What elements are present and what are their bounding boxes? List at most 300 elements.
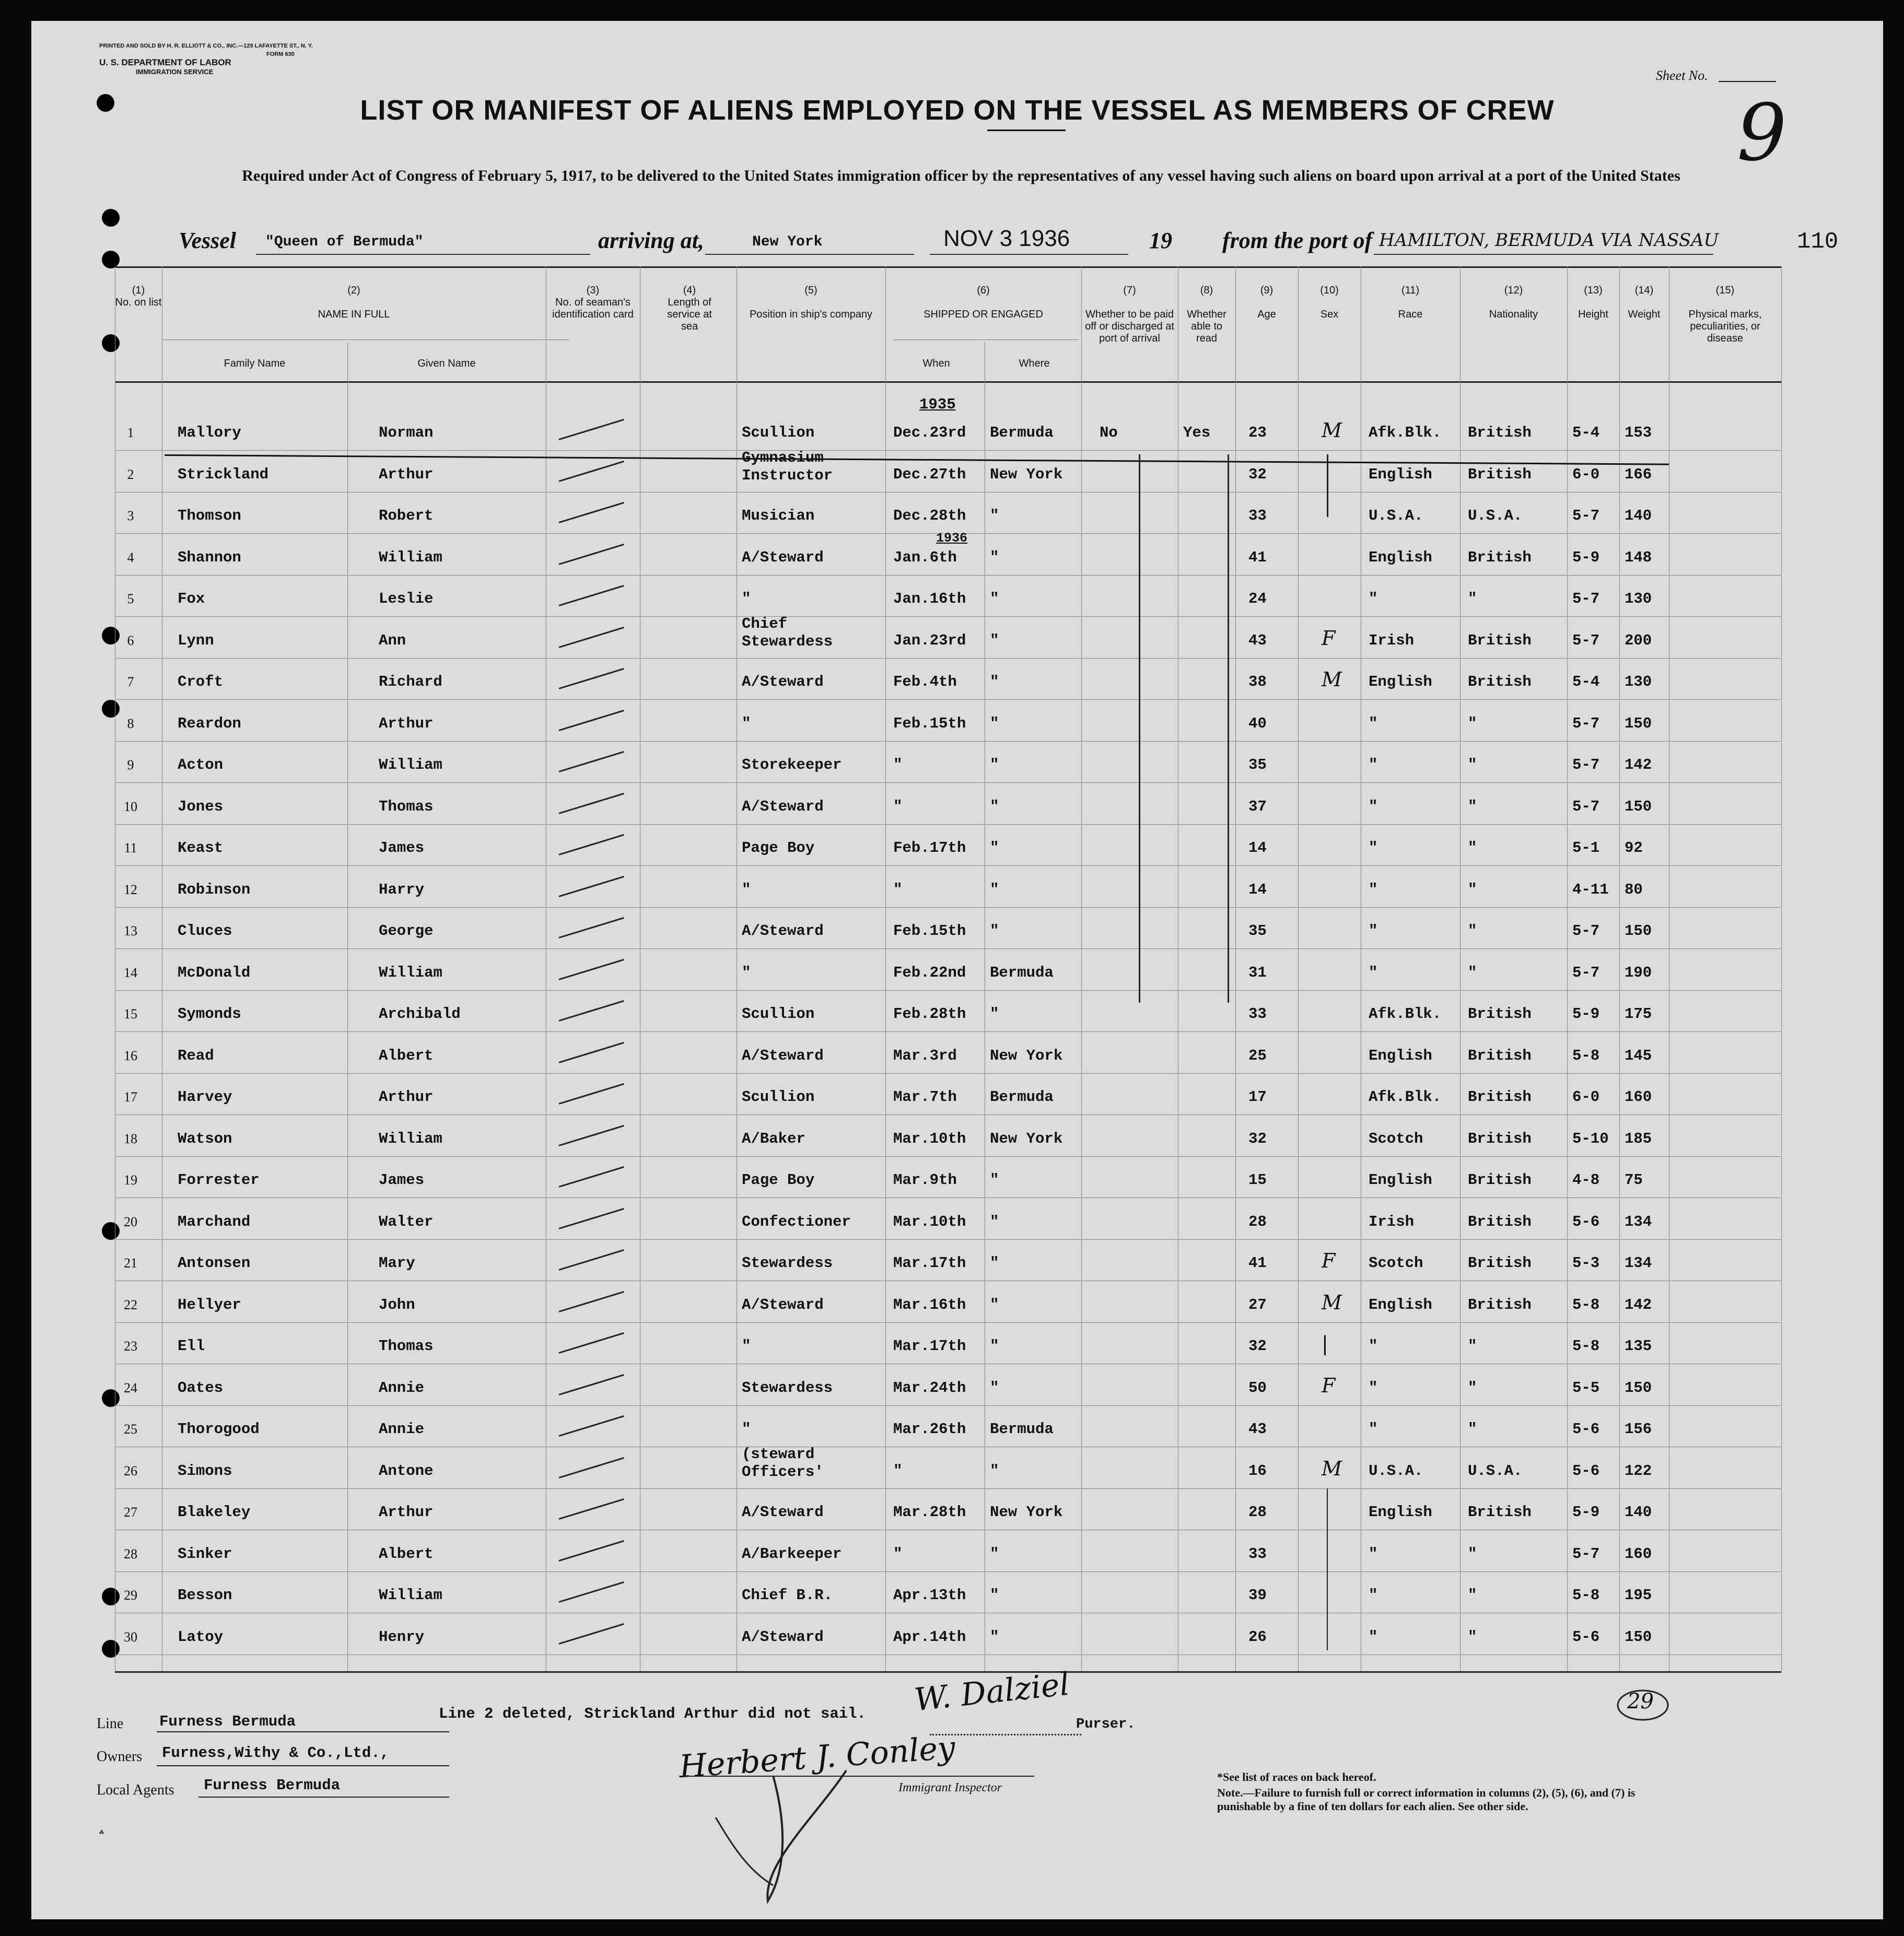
row-15-height: 5-9 <box>1572 1005 1600 1023</box>
row-15-weight: 175 <box>1625 1005 1652 1023</box>
col9-label: Age <box>1257 309 1276 320</box>
row-10-family-name: Jones <box>178 797 224 815</box>
line-rule <box>157 1731 449 1732</box>
row-30-row-number: 30 <box>124 1629 137 1645</box>
row-11-shipped-when: Feb.17th <box>893 839 966 856</box>
page-number: 110 <box>1797 229 1839 255</box>
row-18-nationality: British <box>1468 1130 1532 1147</box>
row-4-position: A/Steward <box>742 548 824 566</box>
row-26-height: 5-6 <box>1572 1462 1600 1480</box>
row-18-position: A/Baker <box>742 1130 805 1147</box>
col3-header <box>548 285 637 321</box>
row-16-age: 25 <box>1248 1047 1267 1064</box>
row-5-age: 24 <box>1248 590 1267 607</box>
row-24-position: Stewardess <box>742 1379 833 1397</box>
row-24-race: " <box>1369 1379 1378 1397</box>
row-30-family-name: Latoy <box>178 1628 224 1646</box>
row-25-family-name: Thorogood <box>178 1421 260 1438</box>
row-28-weight: 160 <box>1625 1545 1652 1563</box>
row-13-family-name: Cluces <box>178 922 232 940</box>
row-28-family-name: Sinker <box>178 1545 232 1563</box>
row-15-row-number: 15 <box>124 1006 137 1022</box>
row-9-height: 5-7 <box>1572 756 1600 773</box>
col-rule <box>1619 266 1620 1671</box>
line-value: Furness Bermuda <box>159 1713 296 1730</box>
col8-num: (8) <box>1200 285 1213 296</box>
col8-label: Whether able to read <box>1187 309 1226 344</box>
col-rule <box>1460 266 1461 1671</box>
row-13-height: 5-7 <box>1572 922 1600 940</box>
row-8-weight: 150 <box>1625 714 1652 732</box>
row-rule <box>115 1239 1781 1240</box>
row-1-family-name: Mallory <box>178 424 241 441</box>
row-29-shipped-where: " <box>990 1587 999 1604</box>
row-16-family-name: Read <box>178 1047 214 1064</box>
row-17-shipped-where: Bermuda <box>990 1088 1054 1106</box>
row-13-position: A/Steward <box>742 922 824 940</box>
row-8-family-name: Reardon <box>178 714 241 732</box>
col2-label: NAME IN FULL <box>318 309 390 320</box>
row-19-height: 4-8 <box>1572 1171 1600 1189</box>
row-9-weight: 142 <box>1625 756 1652 773</box>
row-10-shipped-where: " <box>990 797 999 815</box>
line-label: Line <box>97 1716 124 1732</box>
row-rule <box>115 1488 1781 1489</box>
row-13-nationality: " <box>1468 922 1477 940</box>
row-9-nationality: " <box>1468 756 1477 773</box>
row-rule <box>115 575 1781 576</box>
row-16-nationality: British <box>1468 1047 1532 1064</box>
row-20-row-number: 20 <box>124 1214 137 1229</box>
col8-header <box>1181 285 1233 345</box>
year-label: 19 <box>1149 228 1172 253</box>
row-21-race: Scotch <box>1369 1254 1423 1272</box>
row-3-id-card-tick <box>559 502 624 523</box>
row-5-nationality: " <box>1468 590 1477 607</box>
row-1-paid-off: No <box>1100 424 1118 441</box>
row-16-row-number: 16 <box>124 1048 137 1063</box>
col6-label: SHIPPED OR ENGAGED <box>924 309 1043 320</box>
name-subheader-rule <box>162 339 569 340</box>
row-25-race: " <box>1369 1421 1378 1438</box>
row-rule <box>115 824 1781 825</box>
col1-header <box>115 285 162 309</box>
row-8-shipped-where: " <box>990 714 999 732</box>
row-6-id-card-tick <box>559 627 624 648</box>
row-28-position: A/Barkeeper <box>742 1545 842 1563</box>
row-17-height: 6-0 <box>1572 1088 1600 1106</box>
sheet-number: 9 <box>1737 88 1787 179</box>
row-4-shipped-where: " <box>990 548 999 566</box>
row-1-row-number: 1 <box>127 425 134 440</box>
sheet-no-line <box>1719 81 1776 82</box>
row-6-shipped-when: Jan.23rd <box>893 631 966 649</box>
manifest-sheet <box>31 21 1883 1919</box>
row-6-nationality: British <box>1468 631 1532 649</box>
row-26-position: (steward Officers' <box>742 1445 824 1481</box>
col-rule <box>1235 266 1236 1671</box>
col-rule <box>1081 266 1082 1671</box>
row-8-id-card-tick <box>559 710 624 731</box>
row-16-height: 5-8 <box>1572 1047 1600 1064</box>
row-5-race: " <box>1369 590 1378 607</box>
row-6-family-name: Lynn <box>178 631 214 649</box>
row-6-position: Chief Stewardess <box>742 615 833 650</box>
row-22-race: English <box>1369 1296 1432 1313</box>
row-20-weight: 134 <box>1625 1213 1652 1230</box>
row-28-age: 33 <box>1248 1545 1267 1563</box>
row-7-shipped-where: " <box>990 673 999 690</box>
col6-header <box>888 285 1079 321</box>
row-rule <box>115 1031 1781 1032</box>
row-6-shipped-where: " <box>990 631 999 649</box>
purser-signature: W. Dalziel <box>913 1665 1071 1719</box>
row-21-sex: F <box>1322 1249 1336 1272</box>
row-21-shipped-when: Mar.17th <box>893 1254 966 1272</box>
row-27-race: English <box>1369 1504 1432 1521</box>
row-7-weight: 130 <box>1625 673 1652 690</box>
row-7-age: 38 <box>1248 673 1267 690</box>
row-18-height: 5-10 <box>1572 1130 1609 1147</box>
row-26-sex: M <box>1322 1457 1342 1480</box>
row-23-nationality: " <box>1468 1337 1477 1355</box>
row-8-height: 5-7 <box>1572 714 1600 732</box>
purser-label: Purser. <box>1076 1717 1136 1732</box>
row-20-given-name: Walter <box>379 1213 434 1230</box>
row-8-shipped-when: Feb.15th <box>893 714 966 732</box>
row-12-id-card-tick <box>559 876 624 897</box>
row-25-id-card-tick <box>559 1415 624 1437</box>
row-4-nationality: British <box>1468 548 1532 566</box>
row-22-shipped-where: " <box>990 1296 999 1313</box>
row-2-strike-line <box>165 454 1669 465</box>
row-14-height: 5-7 <box>1572 964 1600 981</box>
row-2-height: 6-0 <box>1572 465 1600 483</box>
row-3-age: 33 <box>1248 507 1267 524</box>
row-23-weight: 135 <box>1625 1337 1652 1355</box>
row-6-age: 43 <box>1248 631 1267 649</box>
row-17-row-number: 17 <box>124 1089 137 1105</box>
row-21-given-name: Mary <box>379 1254 415 1272</box>
row-7-height: 5-4 <box>1572 673 1600 690</box>
row-11-given-name: James <box>379 839 425 856</box>
vessel-line <box>256 254 590 255</box>
row-29-age: 39 <box>1248 1587 1267 1604</box>
row-29-position: Chief B.R. <box>742 1587 833 1604</box>
count-circle <box>1614 1687 1672 1723</box>
col-rule <box>347 342 348 1671</box>
row-13-weight: 150 <box>1625 922 1652 940</box>
row-25-shipped-when: Mar.26th <box>893 1421 966 1438</box>
row-27-position: A/Steward <box>742 1504 824 1521</box>
row-30-weight: 150 <box>1625 1628 1652 1646</box>
row-15-given-name: Archibald <box>379 1005 461 1023</box>
races-footnote: *See list of races on back hereof. <box>1217 1770 1376 1784</box>
row-2-shipped-where: New York <box>990 465 1063 483</box>
col4-label: Length of service at sea <box>667 297 712 332</box>
row-19-row-number: 19 <box>124 1172 137 1188</box>
row-18-id-card-tick <box>559 1125 624 1146</box>
row-13-given-name: George <box>379 922 434 940</box>
from-port: HAMILTON, BERMUDA VIA NASSAU <box>1379 230 1719 251</box>
row-11-row-number: 11 <box>124 840 137 855</box>
row-15-age: 33 <box>1248 1005 1267 1023</box>
col-rule <box>1567 266 1568 1671</box>
row-6-sex: F <box>1322 626 1336 650</box>
row-24-id-card-tick <box>559 1374 624 1395</box>
row-5-height: 5-7 <box>1572 590 1600 607</box>
row-1-age: 23 <box>1248 424 1267 441</box>
row-4-id-card-tick <box>559 544 624 565</box>
row-20-position: Confectioner <box>742 1213 851 1230</box>
row-4-row-number: 4 <box>127 549 134 565</box>
row-7-sex: M <box>1322 668 1342 691</box>
row-11-shipped-where: " <box>990 839 999 856</box>
row-26-shipped-where: " <box>990 1462 999 1480</box>
row-rule <box>115 1114 1781 1115</box>
row-29-given-name: William <box>379 1587 442 1604</box>
row-8-given-name: Arthur <box>379 714 434 732</box>
row-7-given-name: Richard <box>379 673 442 690</box>
col4-num: (4) <box>683 285 696 296</box>
row-15-id-card-tick <box>559 1000 624 1022</box>
col2-header <box>162 285 546 321</box>
row-10-position: A/Steward <box>742 797 824 815</box>
row-4-shipped-when: Jan.6th <box>893 548 957 566</box>
row-4-given-name: William <box>379 548 442 566</box>
family-name-header: Family Name <box>224 358 286 369</box>
vessel-name: "Queen of Bermuda" <box>265 234 424 250</box>
row-6-given-name: Ann <box>379 631 406 649</box>
col1-num: (1) <box>132 285 145 296</box>
row-29-row-number: 29 <box>124 1588 137 1603</box>
agents-value: Furness Bermuda <box>204 1777 341 1794</box>
row-13-id-card-tick <box>559 917 624 938</box>
row-24-weight: 150 <box>1625 1379 1652 1397</box>
when-header: When <box>922 358 950 369</box>
row-10-age: 37 <box>1248 797 1267 815</box>
row-10-race: " <box>1369 797 1378 815</box>
col7-header <box>1084 285 1175 345</box>
table-bottom-rule <box>115 1671 1781 1673</box>
row-28-shipped-where: " <box>990 1545 999 1563</box>
row-12-given-name: Harry <box>379 881 425 898</box>
row-12-nationality: " <box>1468 881 1477 898</box>
row-29-weight: 195 <box>1625 1587 1652 1604</box>
penalty-note: Note.—Failure to furnish full or correct information in columns (2), (5), (6), and (7) is punishable by a fine of ten dollars for each alien. See other side. <box>1217 1786 1636 1813</box>
row-6-weight: 200 <box>1625 631 1652 649</box>
row-12-height: 4-11 <box>1572 881 1609 898</box>
row-7-family-name: Croft <box>178 673 224 690</box>
row-3-nationality: U.S.A. <box>1468 507 1523 524</box>
row-1-position: Scullion <box>742 424 815 441</box>
row-28-row-number: 28 <box>124 1546 137 1562</box>
agents-rule <box>198 1797 449 1798</box>
row-23-family-name: Ell <box>178 1337 205 1355</box>
row-rule <box>115 1322 1781 1323</box>
col5-label: Position in ship's company <box>749 309 873 320</box>
row-26-race: U.S.A. <box>1369 1462 1423 1480</box>
where-header: Where <box>1019 358 1050 369</box>
row-rule <box>115 450 1781 451</box>
row-24-given-name: Annie <box>379 1379 425 1397</box>
row-17-race: Afk.Blk. <box>1369 1088 1442 1106</box>
row-11-height: 5-1 <box>1572 839 1600 856</box>
row-15-nationality: British <box>1468 1005 1532 1023</box>
row-2-id-card-tick <box>559 461 624 482</box>
row-27-shipped-where: New York <box>990 1504 1063 1521</box>
row-3-position: Musician <box>742 507 815 524</box>
row-19-shipped-where: " <box>990 1171 999 1189</box>
row-9-family-name: Acton <box>178 756 224 773</box>
date-line <box>930 254 1128 255</box>
row-4-race: English <box>1369 548 1432 566</box>
row-24-family-name: Oates <box>178 1379 224 1397</box>
row-14-race: " <box>1369 964 1378 981</box>
col-rule <box>885 266 886 1671</box>
row-13-shipped-when: Feb.15th <box>893 922 966 940</box>
col3-label: No. of seaman's identification card <box>552 297 634 320</box>
row-18-weight: 185 <box>1625 1130 1652 1147</box>
row-25-weight: 156 <box>1625 1421 1652 1438</box>
row-24-nationality: " <box>1468 1379 1477 1397</box>
row-4-family-name: Shannon <box>178 548 241 566</box>
col15-header <box>1672 285 1779 345</box>
row-29-race: " <box>1369 1587 1378 1604</box>
row-rule <box>115 782 1781 783</box>
row-16-weight: 145 <box>1625 1047 1652 1064</box>
row-17-age: 17 <box>1248 1088 1267 1106</box>
row-12-age: 14 <box>1248 881 1267 898</box>
row-1-id-card-tick <box>559 419 624 440</box>
row-3-family-name: Thomson <box>178 507 241 524</box>
row-21-family-name: Antonsen <box>178 1254 251 1272</box>
row-9-shipped-where: " <box>990 756 999 773</box>
col10-num: (10) <box>1320 285 1339 296</box>
arriving-line <box>705 254 914 255</box>
row-27-id-card-tick <box>559 1498 624 1520</box>
row-24-shipped-where: " <box>990 1379 999 1397</box>
row-9-shipped-when: " <box>893 756 903 773</box>
row-19-age: 15 <box>1248 1171 1267 1189</box>
row-18-race: Scotch <box>1369 1130 1423 1147</box>
row-28-shipped-when: " <box>893 1545 903 1563</box>
row-29-id-card-tick <box>559 1581 624 1603</box>
row-19-family-name: Forrester <box>178 1171 260 1189</box>
col11-header <box>1361 285 1460 321</box>
row-23-height: 5-8 <box>1572 1337 1600 1355</box>
row-12-shipped-where: " <box>990 881 999 898</box>
col-rule <box>1781 266 1782 1671</box>
row-16-given-name: Albert <box>379 1047 434 1064</box>
col5-header <box>739 285 883 321</box>
row-14-weight: 190 <box>1625 964 1652 981</box>
inspector-signature: Herbert J. Conley <box>678 1729 956 1786</box>
row-15-race: Afk.Blk. <box>1369 1005 1442 1023</box>
row-24-age: 50 <box>1248 1379 1267 1397</box>
row-18-shipped-where: New York <box>990 1130 1063 1147</box>
col15-num: (15) <box>1715 285 1735 296</box>
agents-label: Local Agents <box>97 1782 174 1798</box>
row-1-height: 5-4 <box>1572 424 1600 441</box>
col14-num: (14) <box>1634 285 1654 296</box>
col12-header <box>1460 285 1567 321</box>
col9-num: (9) <box>1260 285 1274 296</box>
row-8-race: " <box>1369 714 1378 732</box>
arriving-port: New York <box>752 234 823 250</box>
row-7-id-card-tick <box>559 668 624 689</box>
row-4-height: 5-9 <box>1572 548 1600 566</box>
row-3-height: 5-7 <box>1572 507 1600 524</box>
col10-label: Sex <box>1320 309 1339 320</box>
row-5-family-name: Fox <box>178 590 205 607</box>
punch-hole <box>102 334 120 352</box>
row-27-family-name: Blakeley <box>178 1504 251 1521</box>
row-14-id-card-tick <box>559 959 624 980</box>
row-23-age: 32 <box>1248 1337 1267 1355</box>
row-20-age: 28 <box>1248 1213 1267 1230</box>
row-16-race: English <box>1369 1047 1432 1064</box>
title-underline <box>987 130 1066 131</box>
col11-label: Race <box>1398 309 1423 320</box>
row-22-family-name: Hellyer <box>178 1296 241 1313</box>
row-2-race: English <box>1369 465 1432 483</box>
row-17-family-name: Harvey <box>178 1088 232 1106</box>
row-2-age: 32 <box>1248 465 1267 483</box>
col3-num: (3) <box>586 285 600 296</box>
row-rule <box>115 1571 1781 1572</box>
row-7-nationality: British <box>1468 673 1532 690</box>
row-14-position: " <box>742 964 751 981</box>
row-17-id-card-tick <box>559 1083 624 1105</box>
row-25-given-name: Annie <box>379 1421 425 1438</box>
col12-label: Nationality <box>1489 309 1538 320</box>
row-20-shipped-where: " <box>990 1213 999 1230</box>
page-title: LIST OR MANIFEST OF ALIENS EMPLOYED ON THE VESSEL AS MEMBERS OF CREW <box>360 95 1555 126</box>
paid-ditto-rule <box>1139 454 1140 1003</box>
row-21-shipped-where: " <box>990 1254 999 1272</box>
row-22-height: 5-8 <box>1572 1296 1600 1313</box>
row-30-shipped-when: Apr.14th <box>893 1628 966 1646</box>
row-11-nationality: " <box>1468 839 1477 856</box>
union-label: ⁂ <box>99 1829 104 1835</box>
row-29-height: 5-8 <box>1572 1587 1600 1604</box>
row-30-height: 5-6 <box>1572 1628 1600 1646</box>
row-11-family-name: Keast <box>178 839 224 856</box>
col9-header <box>1235 285 1298 321</box>
row-3-shipped-where: " <box>990 507 999 524</box>
inspector-rule <box>679 1776 1034 1777</box>
row-21-height: 5-3 <box>1572 1254 1600 1272</box>
row-25-row-number: 25 <box>124 1422 137 1437</box>
row-14-shipped-when: Feb.22nd <box>893 964 966 981</box>
department-label: U. S. DEPARTMENT OF LABOR <box>99 57 231 67</box>
year-1935: 1935 <box>919 396 956 413</box>
row-14-row-number: 14 <box>124 965 137 980</box>
row-23-given-name: Thomas <box>379 1337 434 1355</box>
arriving-label: arriving at, <box>598 228 704 253</box>
row-2-position: Gymnasium Instructor <box>742 449 833 484</box>
year-1936: 1936 <box>936 531 968 546</box>
row-30-nationality: " <box>1468 1628 1477 1646</box>
row-1-sex: M <box>1322 419 1342 442</box>
row-19-position: Page Boy <box>742 1171 815 1189</box>
row-17-given-name: Arthur <box>379 1088 434 1106</box>
col5-num: (5) <box>804 285 817 296</box>
printer-imprint: PRINTED AND SOLD BY H. R. ELLIOTT & CO., INC.—129 LAFAYETTE ST., N. Y. <box>99 43 313 49</box>
row-7-shipped-when: Feb.4th <box>893 673 957 690</box>
row-14-age: 31 <box>1248 964 1267 981</box>
